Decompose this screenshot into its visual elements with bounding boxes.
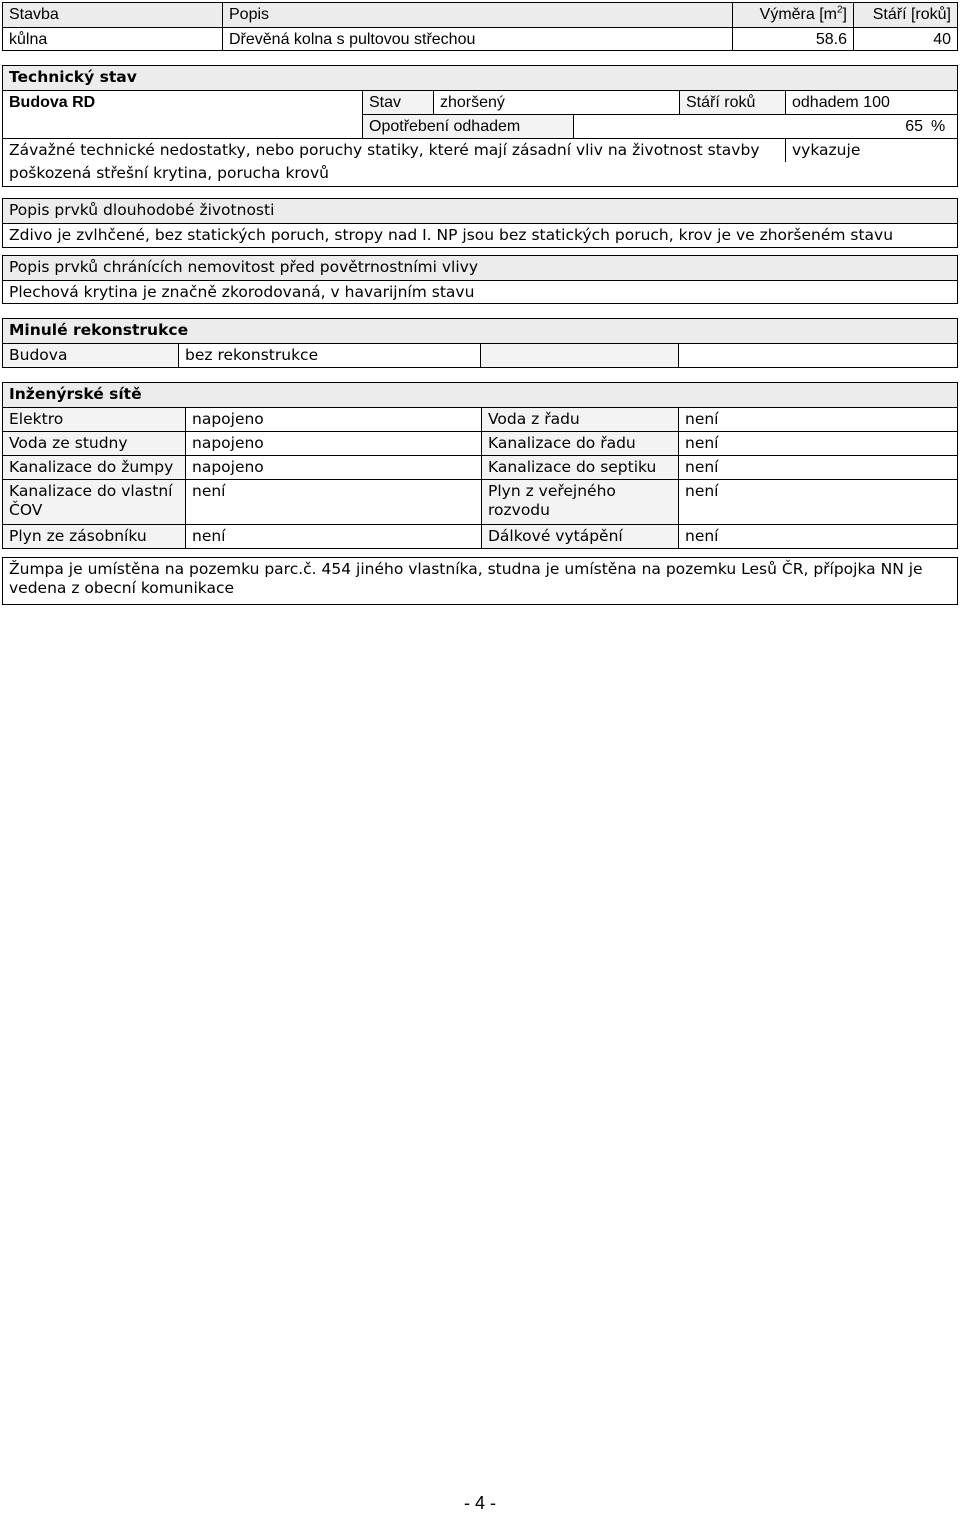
chranici-title-row	[3, 256, 957, 280]
site-value-right: není	[678, 432, 957, 455]
site-row	[3, 407, 957, 431]
rekonstrukce-title: Minulé rekonstrukce	[9, 321, 189, 339]
page-number: - 4 -	[463, 1493, 496, 1513]
opotrebeni-label: Opotřebení odhadem	[362, 114, 573, 138]
stav-label: Stav	[362, 91, 433, 114]
opotrebeni-spacer	[3, 114, 362, 138]
site-label-right: Kanalizace do řadu	[481, 432, 678, 455]
chranici-title: Popis prvků chránících nemovitost před povětrnostními vlivy	[9, 258, 479, 276]
site-value-right: není	[678, 525, 957, 548]
site-value-left: napojeno	[185, 408, 481, 431]
site-label-left: Plyn ze zásobníku	[3, 525, 185, 548]
chranici-text-row	[3, 280, 957, 303]
budova-stav-row	[3, 90, 957, 114]
dlouhodobe-title: Popis prvků dlouhodobé životnosti	[9, 201, 275, 219]
site-value-right: není	[678, 480, 957, 524]
dlouhodobe-text: Zdivo je zvlhčené, bez statických poruch, stropy nad I. NP jsou bez statických poruch, krov je ve zhoršeném stavu	[9, 226, 894, 244]
site-value-right: není	[678, 408, 957, 431]
stavba-header-row	[3, 3, 957, 27]
zavazne-value: vykazuje	[785, 139, 957, 162]
site-title-row	[3, 383, 957, 407]
site-row	[3, 524, 957, 548]
site-row	[3, 479, 957, 524]
site-label-left: Elektro	[3, 408, 185, 431]
dlouhodobe-text-row	[3, 223, 957, 247]
site-label-right: Plyn z veřejného rozvodu	[481, 480, 678, 524]
zavazne-popis: poškozená střešní krytina, porucha krovů	[9, 164, 329, 182]
cell-vymera: 58.6	[732, 28, 853, 50]
site-label-right: Voda z řadu	[481, 408, 678, 431]
opotrebeni-value: 65	[573, 114, 929, 138]
rekonstrukce-label: Budova	[3, 344, 178, 367]
site-row	[3, 431, 957, 455]
zavazne-popis-row	[3, 162, 957, 186]
technicky-stav-title-row	[3, 66, 957, 90]
site-title: Inženýrské sítě	[9, 385, 142, 403]
stavba-data-row	[3, 27, 957, 50]
budova-label: Budova RD	[9, 94, 96, 111]
header-vymera-close: ]	[842, 6, 847, 23]
site-row	[3, 455, 957, 479]
zavazne-label: Závažné technické nedostatky, nebo poruchy statiky, které mají zásadní vliv na životnost stavby	[9, 141, 760, 159]
poznamka-section	[2, 557, 958, 605]
rekonstrukce-row	[3, 343, 957, 367]
stari-label: Stáří roků	[679, 91, 785, 114]
cell-popis: Dřevěná kolna s pultovou střechou	[222, 28, 732, 50]
site-value-left: napojeno	[185, 456, 481, 479]
site-value-left: není	[185, 525, 481, 548]
opotrebeni-row	[3, 114, 957, 138]
site-label-right: Dálkové vytápění	[481, 525, 678, 548]
rekonstrukce-empty-value	[678, 344, 957, 367]
site-label-right: Kanalizace do septiku	[481, 456, 678, 479]
site-value-right: není	[678, 456, 957, 479]
header-vymera-sup: 2	[836, 4, 843, 16]
cell-stari: 40	[853, 28, 957, 50]
chranici-text: Plechová krytina je značně zkorodovaná, v havarijním stavu	[9, 283, 475, 301]
cell-stavba: kůlna	[9, 31, 48, 48]
site-section	[2, 382, 958, 549]
header-vymera	[732, 3, 853, 27]
chranici-section	[2, 255, 958, 304]
dlouhodobe-title-row	[3, 199, 957, 223]
zavazne-row	[3, 138, 957, 162]
stavba-table	[2, 2, 958, 51]
rekonstrukce-title-row	[3, 319, 957, 343]
site-value-left: není	[185, 480, 481, 524]
rekonstrukce-empty-label	[480, 344, 678, 367]
technicky-stav-title: Technický stav	[9, 68, 137, 86]
rekonstrukce-value: bez rekonstrukce	[178, 344, 480, 367]
site-label-left: Kanalizace do vlastní ČOV	[3, 480, 185, 524]
technicky-stav-section	[2, 65, 958, 187]
dlouhodobe-section	[2, 198, 958, 248]
opotrebeni-unit: %	[929, 114, 957, 138]
site-label-left: Voda ze studny	[3, 432, 185, 455]
poznamka-text: Žumpa je umístěna na pozemku parc.č. 454 jiného vlastníka, studna je umístěna na pozemku Lesů ČR, přípojka NN je vedena z obecní komunikace	[9, 560, 923, 597]
stav-value: zhoršený	[433, 91, 679, 114]
site-value-left: napojeno	[185, 432, 481, 455]
header-stavba: Stavba	[3, 3, 222, 27]
header-vymera-text: Výměra [m	[759, 6, 837, 23]
poznamka-row	[3, 558, 957, 604]
header-stari: Stáří [roků]	[853, 3, 957, 27]
rekonstrukce-section	[2, 318, 958, 368]
site-label-left: Kanalizace do žumpy	[3, 456, 185, 479]
stari-value: odhadem 100	[785, 91, 957, 114]
header-popis: Popis	[222, 3, 732, 27]
